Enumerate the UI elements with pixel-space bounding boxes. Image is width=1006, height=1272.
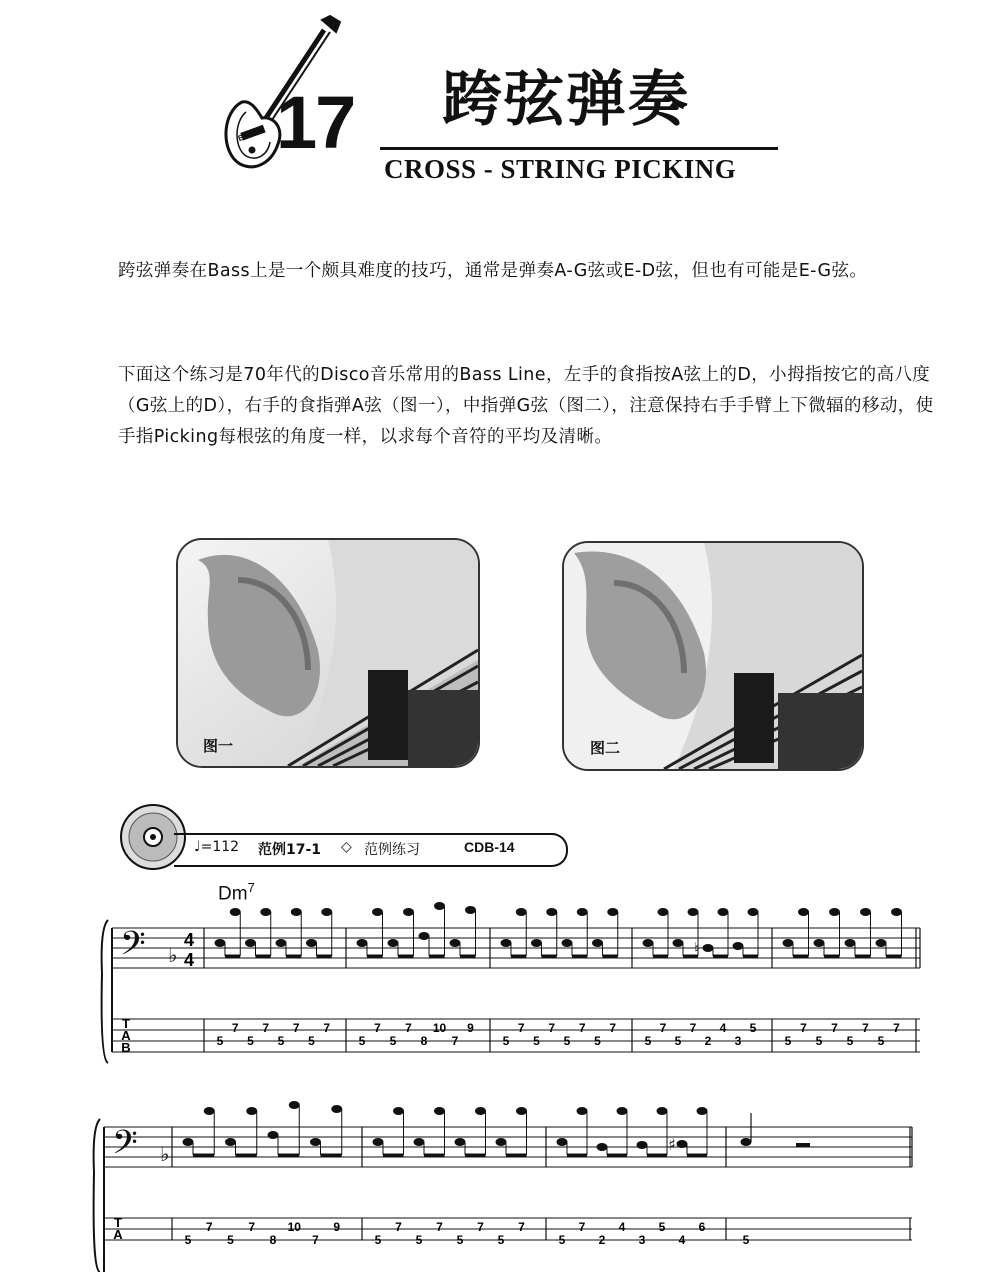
tab-number-high: 7: [248, 1220, 256, 1234]
tab-number-high: 7: [477, 1220, 484, 1234]
cd-track: CDB-14: [464, 839, 515, 855]
note-head: [434, 1107, 445, 1115]
note-head: [733, 942, 744, 950]
note-head: [306, 939, 317, 947]
tab-number-low: 5: [247, 1034, 254, 1048]
tab-number-low: 5: [184, 1233, 192, 1247]
tab-number-high: 10: [432, 1021, 447, 1035]
tab-number-high: 7: [893, 1021, 900, 1035]
tab-number-low: 5: [558, 1233, 566, 1247]
natural-icon: ♮: [694, 939, 700, 958]
tab-number-low: 5: [742, 1233, 750, 1247]
paragraph-1: 跨弦弹奏在Bass上是一个颇具难度的技巧，通常是弹奏A-G弦或E-D弦，但也有可能是E-G弦。: [118, 261, 868, 281]
tab-number-high: 7: [395, 1220, 402, 1234]
chapter-number: 17: [276, 81, 355, 164]
tab-number-low: 5: [497, 1233, 505, 1247]
chord-symbol: Dm$^7$: [218, 880, 255, 905]
flat-key-signature-icon: ♭: [168, 943, 178, 967]
tab-number-high: 7: [323, 1021, 331, 1035]
tab-number-low: 8: [420, 1034, 428, 1048]
note-head: [597, 1143, 608, 1151]
tab-number-low: 7: [451, 1034, 459, 1048]
tab-number-low: 2: [598, 1233, 606, 1247]
note-head: [643, 939, 654, 947]
note-head: [501, 939, 512, 947]
note-head: [434, 902, 445, 910]
note-head: [741, 1138, 752, 1146]
note-head: [204, 1107, 215, 1115]
logo-text: Bass: [236, 128, 258, 144]
tab-number-low: 5: [784, 1034, 792, 1048]
note-head: [546, 908, 557, 916]
tab-number-low: 5: [389, 1034, 397, 1048]
tab-number-low: 3: [734, 1034, 742, 1048]
tab-number-low: 5: [216, 1034, 224, 1048]
tab-number-low: 5: [846, 1034, 854, 1048]
tab-letter-a: A: [121, 1028, 131, 1043]
note-head: [450, 939, 461, 947]
tab-number-low: 5: [815, 1034, 823, 1048]
note-head: [393, 1107, 404, 1115]
note-head: [657, 1107, 668, 1115]
tab-number-high: 7: [659, 1021, 667, 1035]
note-head: [260, 908, 271, 916]
flat-key-signature-icon: ♭: [160, 1142, 170, 1166]
tab-number-high: 7: [609, 1021, 617, 1035]
tab-number-low: 5: [533, 1034, 540, 1048]
tab-number-high: 7: [518, 1220, 525, 1234]
tab-number-low: 2: [704, 1034, 712, 1048]
tab-number-low: 5: [674, 1034, 682, 1048]
score-system: [94, 1101, 912, 1272]
note-head: [291, 908, 302, 916]
tab-number-high: 9: [467, 1021, 474, 1035]
note-head: [577, 908, 588, 916]
tab-number-low: 5: [308, 1034, 315, 1048]
tab-number-high: 4: [719, 1021, 727, 1035]
note-head: [617, 1107, 628, 1115]
note-head: [225, 1138, 236, 1146]
note-head: [268, 1131, 279, 1139]
figure-1-caption: 图一: [203, 737, 234, 755]
note-head: [891, 908, 902, 916]
tab-number-high: 7: [231, 1021, 239, 1035]
note-head: [357, 939, 368, 947]
note-head: [845, 939, 856, 947]
tab-letter-b: B: [121, 1040, 131, 1055]
tab-letter-t: T: [122, 1016, 130, 1031]
note-head: [245, 939, 256, 947]
tempo-marking: ♩=112: [194, 839, 240, 855]
diamond-icon: ◇: [341, 839, 352, 855]
note-head: [607, 908, 618, 916]
system-brace: [94, 1119, 100, 1272]
figure-2-caption: 图二: [590, 739, 621, 757]
note-head: [516, 1107, 527, 1115]
tab-number-high: 9: [333, 1220, 341, 1234]
tab-number-high: 5: [749, 1021, 757, 1035]
note-head: [748, 908, 759, 916]
note-head: [289, 1101, 300, 1109]
note-head: [373, 1138, 384, 1146]
tab-number-high: 4: [618, 1220, 626, 1234]
tab-number-high: 7: [405, 1021, 412, 1035]
note-head: [562, 939, 573, 947]
note-head: [798, 908, 809, 916]
chapter-title-en: CROSS - STRING PICKING: [384, 154, 737, 184]
tab-number-high: 5: [658, 1220, 666, 1234]
note-head: [637, 1141, 648, 1149]
tab-number-low: 5: [227, 1233, 234, 1247]
note-head: [577, 1107, 588, 1115]
half-rest-icon: [796, 1143, 810, 1147]
note-head: [414, 1138, 425, 1146]
tab-number-low: 5: [563, 1034, 571, 1048]
tab-number-high: 7: [578, 1021, 586, 1035]
time-signature-top: 4: [183, 930, 195, 950]
tab-number-low: 7: [312, 1233, 319, 1247]
note-head: [673, 939, 684, 947]
bass-clef-icon: 𝄢: [112, 1124, 138, 1170]
note-head: [658, 908, 669, 916]
note-head: [465, 906, 476, 914]
tab-number-high: 10: [287, 1220, 301, 1234]
tab-number-high: 7: [578, 1220, 586, 1234]
note-head: [276, 939, 287, 947]
note-head: [697, 1107, 708, 1115]
tab-number-low: 5: [415, 1233, 423, 1247]
tab-number-high: 7: [800, 1021, 807, 1035]
note-head: [331, 1105, 342, 1113]
tab-number-high: 7: [862, 1021, 869, 1035]
tab-number-high: 7: [517, 1021, 525, 1035]
tab-number-high: 7: [205, 1220, 213, 1234]
tab-number-low: 5: [277, 1034, 285, 1048]
paragraph-2: 下面这个练习是70年代的Disco音乐常用的Bass Line，左手的食指按A弦上的D，小拇指按它的高八度（G弦上的D），右手的食指弹A弦（图一），中指弹G弦（图二），注意保持右手手臂上下微辐的移动，使手指Picking每根弦的角度一样，以求每个音符的平均及清晰。: [118, 365, 934, 447]
tab-number-low: 5: [502, 1034, 510, 1048]
note-head: [419, 932, 430, 940]
tab-number-high: 7: [548, 1021, 556, 1035]
bass-clef-icon: 𝄢: [120, 925, 146, 971]
note-head: [215, 939, 226, 947]
note-head: [829, 908, 840, 916]
tab-number-low: 4: [678, 1233, 686, 1247]
chapter-title-cn: 跨弦弹奏: [442, 65, 690, 135]
tab-number-low: 5: [358, 1034, 366, 1048]
tab-number-low: 5: [374, 1233, 382, 1247]
note-head: [688, 908, 699, 916]
note-head: [703, 944, 714, 952]
note-head: [677, 1140, 688, 1148]
tab-number-low: 5: [594, 1034, 601, 1048]
note-head: [718, 908, 729, 916]
tab-number-low: 3: [638, 1233, 646, 1247]
system-brace: [102, 920, 108, 1063]
note-head: [372, 908, 383, 916]
note-head: [246, 1107, 257, 1115]
note-head: [388, 939, 399, 947]
example-name: 范例练习: [364, 842, 420, 858]
tab-number-high: 7: [292, 1021, 300, 1035]
time-signature-bottom: 4: [183, 950, 195, 970]
score-system: [102, 902, 920, 1063]
tab-letter-a: A: [113, 1227, 123, 1242]
tab-number-high: 6: [698, 1220, 706, 1234]
note-head: [592, 939, 603, 947]
note-head: [310, 1138, 321, 1146]
example-label: 范例17-1: [258, 842, 322, 858]
note-head: [183, 1138, 194, 1146]
note-head: [783, 939, 794, 947]
note-head: [455, 1138, 466, 1146]
tab-number-low: 8: [269, 1233, 277, 1247]
note-head: [475, 1107, 486, 1115]
note-head: [230, 908, 241, 916]
sharp-icon: ♯: [668, 1135, 676, 1154]
note-head: [860, 908, 871, 916]
note-head: [531, 939, 542, 947]
note-head: [496, 1138, 507, 1146]
tab-number-low: 5: [456, 1233, 464, 1247]
tab-number-high: 7: [262, 1021, 270, 1035]
tab-number-low: 5: [877, 1034, 885, 1048]
tab-number-high: 7: [689, 1021, 697, 1035]
note-head: [321, 908, 332, 916]
note-head: [516, 908, 527, 916]
note-head: [876, 939, 887, 947]
tab-letter-t: T: [114, 1215, 122, 1230]
note-head: [814, 939, 825, 947]
tab-number-high: 7: [831, 1021, 838, 1035]
tab-number-low: 5: [644, 1034, 652, 1048]
tab-number-high: 7: [374, 1021, 381, 1035]
tab-number-high: 7: [436, 1220, 443, 1234]
note-head: [557, 1138, 568, 1146]
note-head: [403, 908, 414, 916]
